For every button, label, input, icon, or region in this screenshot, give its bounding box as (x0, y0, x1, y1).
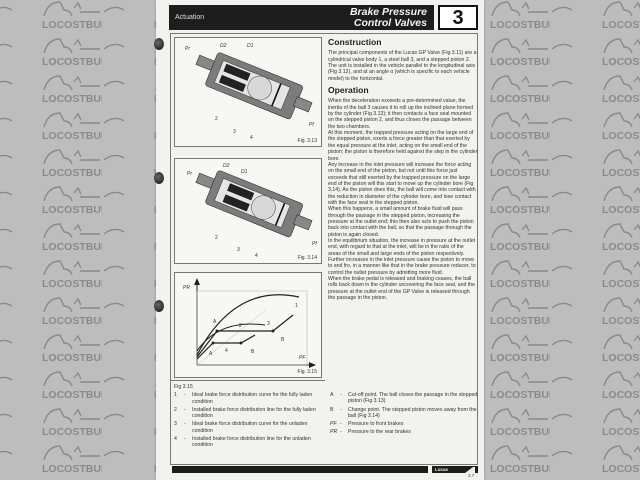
svg-text:Pf: Pf (312, 241, 317, 247)
title-line-1: Brake Pressure (349, 6, 427, 18)
svg-text:PF: PF (299, 355, 306, 361)
brand-slash-icon (465, 467, 475, 473)
chapter-number: 3 (438, 5, 478, 30)
brand-logo (432, 466, 478, 473)
legend-item: PF - Pressure to front brakes (330, 421, 404, 428)
figure-label: Fig. 3.13 (297, 138, 317, 144)
figure-3-15 (174, 272, 322, 378)
caption-title: Fig 3.15 (174, 384, 193, 390)
divider (170, 380, 325, 381)
binder-hole-icon (154, 38, 164, 50)
brake-distribution-graph (175, 273, 321, 377)
svg-text:A: A (213, 319, 217, 325)
svg-text:3: 3 (267, 321, 270, 327)
binder-hole-icon (154, 300, 164, 312)
title-line-2: Control Valves (353, 17, 427, 29)
svg-text:1: 1 (295, 303, 298, 309)
callout-pr: Pr (185, 46, 190, 52)
binder-hole-icon (154, 172, 164, 184)
valve-cutaway-diagram (175, 38, 321, 146)
paragraph: Further increases in the inlet pressure cause the piston to move to and fro, in a manner like that in the brake pressure reducer, to control the outlet pressure by admitting more fluid. (328, 257, 476, 276)
page-header (169, 5, 434, 30)
paragraph: When this happens, a small amount of brake fluid will pass through the passage in the stepped piston, increasing the pressure at the outlet end; this then also acts to push the piston back into contact with the ball, so that the passage through the piston is again closed. (328, 206, 474, 238)
svg-text:D2: D2 (223, 163, 230, 169)
paragraph: At this moment, the trapped pressure acting on the large end of the stepped piston, exerts a force greater than that exerted by the equal pressure at the inlet, acting on the small end of the piston; the piston is therefore held against the step in the cylinder bore. (328, 130, 478, 162)
footer-bar (172, 466, 428, 473)
valve-cutaway-diagram (175, 159, 321, 263)
section-label: Actuation (175, 14, 205, 21)
svg-text:4: 4 (225, 348, 228, 354)
paragraph: The unit is installed in the vehicle parallel to the longitudinal axis (Fig 3.12), and at an angle α (which is specific to each vehicle model) to the horizontal. (328, 63, 476, 82)
figure-3-13 (174, 37, 322, 147)
body-text (328, 37, 478, 301)
svg-text:D2: D2 (220, 43, 227, 49)
paragraph: In the equilibrium situation, the increase in pressure at the outlet end, with regard to that at the inlet, will be in the ratio of the areas of the small and large ends of the piston respectively. (328, 237, 476, 257)
svg-text:Pf: Pf (309, 122, 314, 128)
figure-label: Fig. 3.14 (297, 255, 317, 261)
figure-3-14 (174, 158, 322, 264)
svg-text:D1: D1 (247, 43, 254, 49)
figure-caption (174, 384, 324, 451)
svg-text:2: 2 (239, 323, 242, 329)
construction-heading: Construction (328, 37, 382, 47)
legend-item: B - Change point. The stepped piston moves away from the ball (Fig 3.14) (330, 406, 477, 419)
svg-text:4: 4 (250, 135, 253, 141)
caption-item: 1 - Ideal brake force distribution curve for the fully laden condition (174, 392, 313, 405)
svg-text:D1: D1 (241, 169, 248, 175)
paragraph: When the brake pedal is released and braking ceases, the ball rolls back down in the cylinder uncovering the face seal, and the pressure at the outlet end of the GP Valve is released through the passage in the piston. (328, 276, 476, 302)
svg-text:2: 2 (215, 116, 218, 122)
caption-item: 2 - Installed brake force distribution line for the fully laden condition (174, 406, 316, 420)
svg-text:Pr: Pr (187, 171, 192, 177)
svg-text:4: 4 (255, 253, 258, 259)
svg-text:B: B (281, 337, 285, 343)
paragraph: Any increase in the inlet pressure will increase the force acting on the small end of the piston, but not until this force just exceeds that still exerted by the trapped pressure on the large end of the piston will this start to move up the cylinder bore (Fig 3.14). As the piston does this, the ball will come into contact with the reduction in diameter of the cylinder bore, and lose contact with the face seal in the stepped piston. (328, 161, 476, 206)
figure-label: Fig. 3.15 (297, 369, 317, 375)
paragraph: The principal components of the Lucas GP Valve (Fig 3.11) are a cylindrical valve body 1, a steel ball 3, and a stepped piston 2. (328, 50, 477, 63)
svg-text:2: 2 (215, 235, 218, 241)
svg-text:PR: PR (183, 285, 190, 291)
figure-legend (330, 392, 480, 438)
legend-item: A - Cut-off point. The ball closes the passage in the stepped piston (Fig 3.13) (330, 392, 478, 405)
paragraph: When the deceleration exceeds a pre-determined value, the inertia of the ball 3 causes it to roll up the inclined plane formed by the cylinder (Fig 3.13); it then contacts a face seal mounted on the stepped piston 2, and thus closes the passage between the two chambers. (328, 98, 474, 130)
svg-text:3: 3 (233, 129, 236, 135)
caption-item: 4 - Installed brake force distribution line for the unladen condition (174, 436, 311, 449)
svg-text:A: A (209, 351, 213, 357)
page-title (350, 7, 427, 29)
operation-heading: Operation (328, 85, 369, 96)
svg-text:3: 3 (237, 247, 240, 253)
legend-item: PR - Pressure to the rear brakes (330, 429, 411, 436)
page-number: 3.7 (468, 473, 475, 478)
svg-text:B: B (251, 349, 255, 355)
brand-name: Lucas (435, 467, 449, 472)
caption-item: 3 - Ideal brake force distribution curve for the unladen condition (174, 421, 308, 434)
